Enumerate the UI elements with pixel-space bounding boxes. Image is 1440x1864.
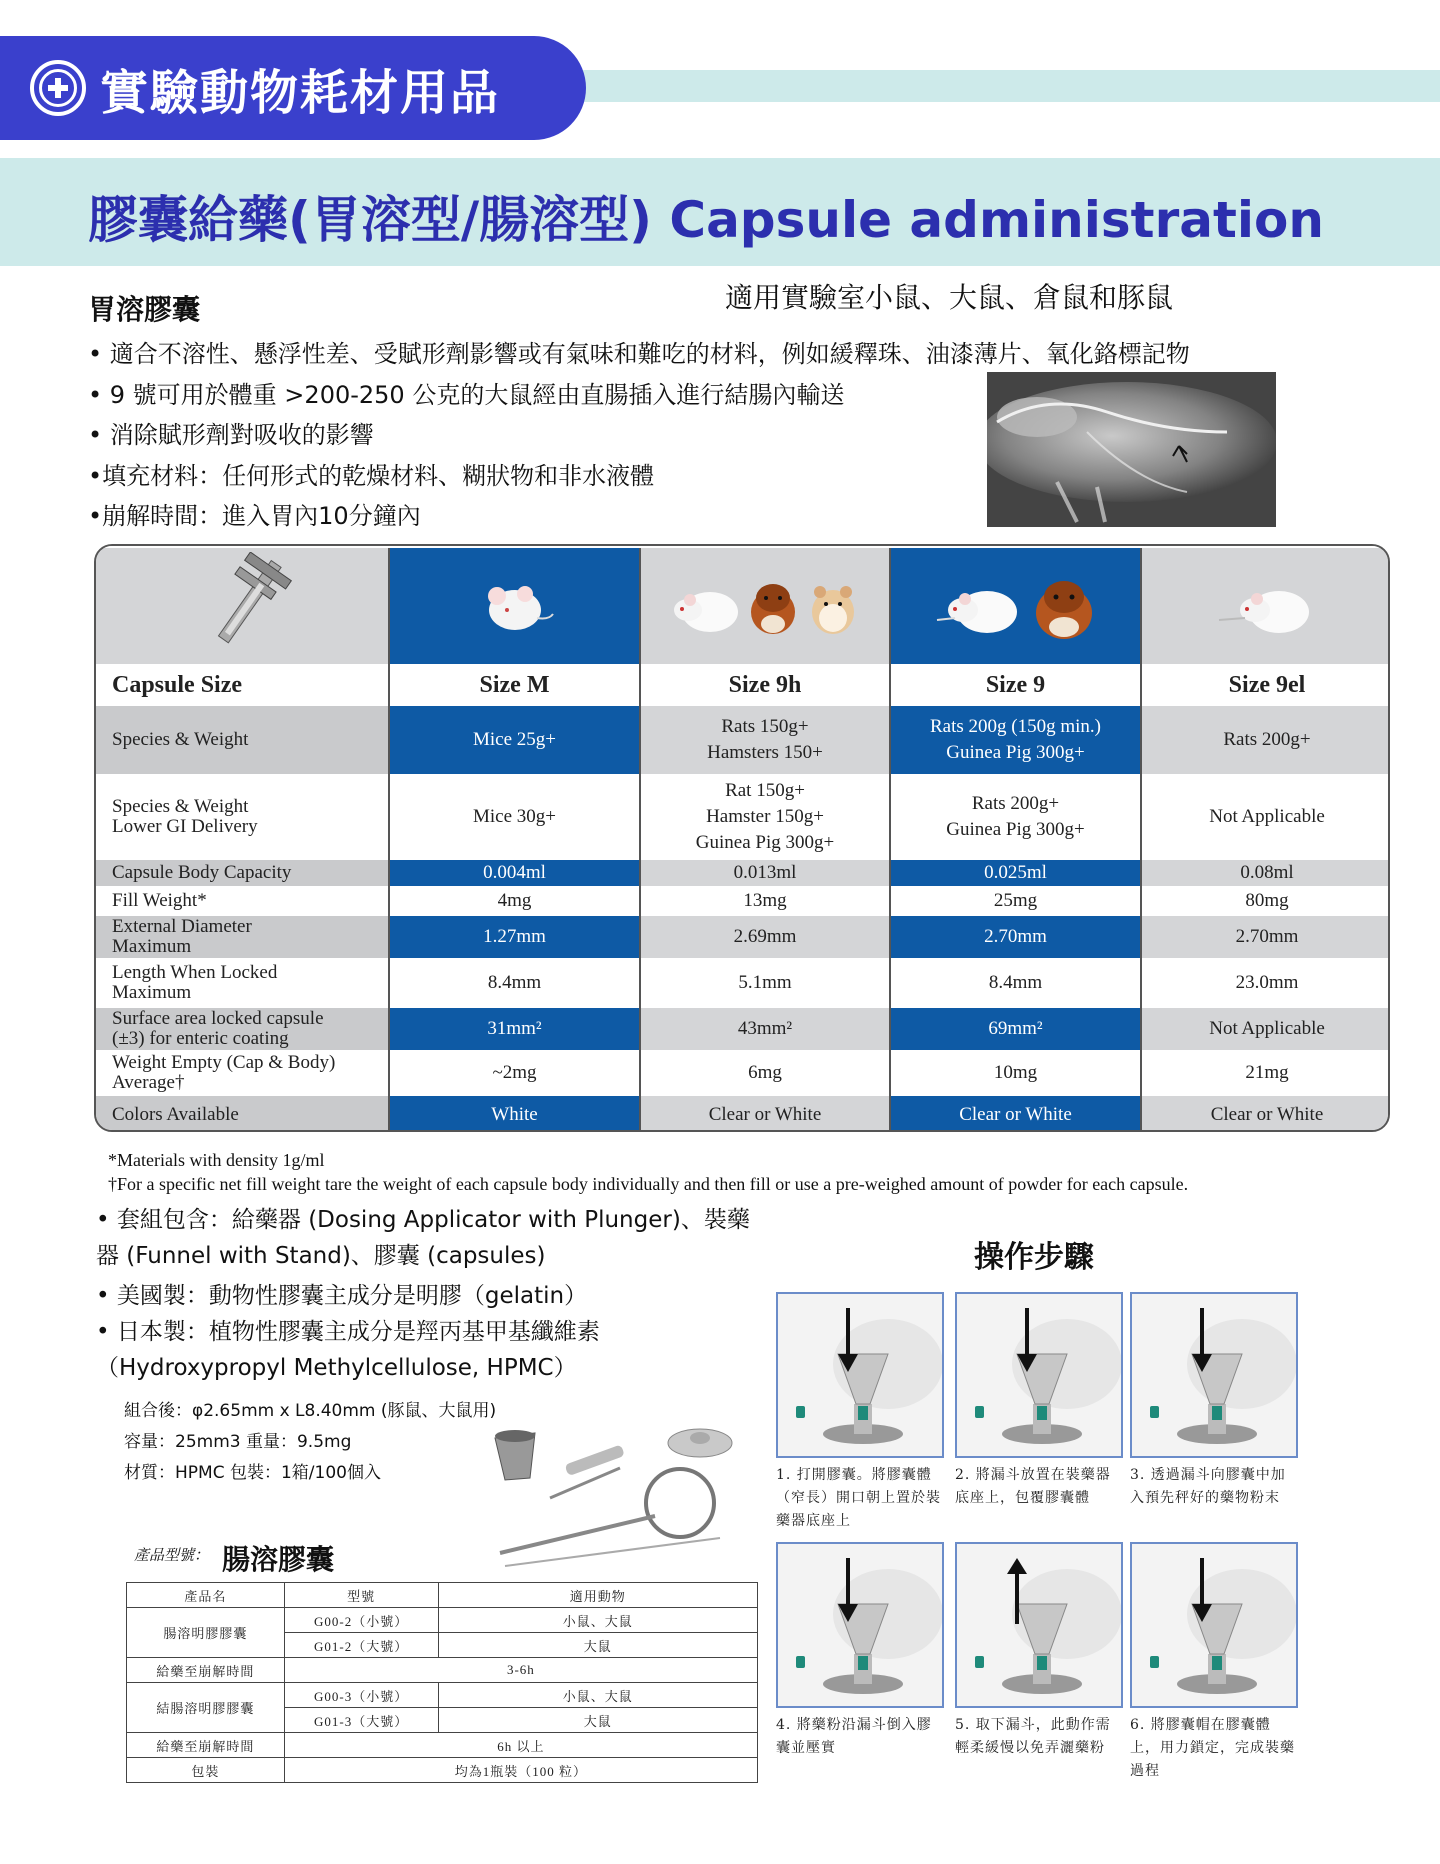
step-image (1130, 1292, 1298, 1458)
mouse-icon (475, 574, 555, 638)
category-pill (0, 36, 586, 140)
table-cell: Rats 200g+ Guinea Pig 300g+ (890, 775, 1141, 859)
step-caption: 6. 將膠囊帽在膠囊體上，用力鎖定，完成裝藥過程 (1130, 1717, 1295, 1779)
row-label-line: Maximum (112, 936, 192, 957)
time-value-cell: 3-6h (284, 1658, 757, 1683)
table-header: 產品名 (127, 1583, 285, 1608)
row-label-line: External Diameter (112, 916, 252, 937)
table-cell: 2.70mm (1141, 915, 1390, 959)
size-header: Size 9el (1141, 665, 1390, 705)
kit-description (96, 1202, 750, 1386)
applies-to-text: 適用實驗室小鼠、大鼠、倉鼠和豚鼠 (725, 281, 1174, 314)
gastric-section-title: 胃溶膠囊 (88, 293, 201, 326)
row-label-line: (±3) for enteric coating (112, 1028, 289, 1049)
row-label-line: Surface area locked capsule (112, 1008, 324, 1029)
animal-cell: 大鼠 (438, 1708, 758, 1733)
table-cell: 0.004ml (389, 859, 640, 887)
rat-icon (935, 574, 1025, 638)
table-cell: Clear or White (1141, 1095, 1390, 1132)
rat-xray-image (987, 372, 1276, 527)
table-cell: 23.0mm (1141, 959, 1390, 1007)
caliper-icon (192, 552, 312, 652)
table-cell: 80mg (1141, 887, 1390, 915)
guinea-pig-icon (1031, 571, 1097, 641)
table-cell: White (389, 1095, 640, 1132)
capsule-size-header: Capsule Size (96, 665, 389, 705)
kit-line: • 套組包含：給藥器 (Dosing Applicator with Plunger)、裝藥 (96, 1207, 750, 1233)
table-cell: 4mg (389, 887, 640, 915)
product-name-cell: 腸溶明膠膠囊 (127, 1608, 285, 1658)
step-image (955, 1542, 1123, 1708)
row-label-line: Average† (112, 1072, 185, 1093)
table-cell: 2.70mm (890, 915, 1141, 959)
kit-line: • 日本製：植物性膠囊主成分是羥丙基甲基纖維素 (96, 1319, 600, 1345)
table-cell: 2.69mm (640, 915, 890, 959)
table-cell: 10mg (890, 1051, 1141, 1095)
table-cell: ~2mg (389, 1051, 640, 1095)
table-cell: Not Applicable (1141, 1007, 1390, 1051)
guinea-pig-icon (746, 574, 800, 638)
row-label (96, 775, 389, 859)
step-image (955, 1292, 1123, 1458)
pack-value-cell: 均為1瓶裝（100 粒） (284, 1758, 757, 1783)
row-label-line: Colors Available (112, 1103, 239, 1125)
enteric-section-title: 腸溶膠囊 (222, 1543, 335, 1576)
table-cell: 31mm² (389, 1007, 640, 1051)
table-cell: 8.4mm (389, 959, 640, 1007)
capsule-size-table (94, 544, 1390, 1132)
row-label-line: Capsule Body Capacity (112, 862, 292, 883)
caliper-cell (96, 547, 389, 665)
time-value-cell: 6h 以上 (284, 1733, 757, 1758)
bullet-item: •崩解時間：進入胃內10分鐘內 (88, 502, 421, 530)
footnote-tare: †For a specific net fill weight tare the weight of each capsule body individually and then fill or use a pre-weighed amount of powder for each capsule. (108, 1174, 1189, 1194)
time-label-cell: 給藥至崩解時間 (127, 1733, 285, 1758)
time-label-cell: 給藥至崩解時間 (127, 1658, 285, 1683)
table-cell: 21mg (1141, 1051, 1390, 1095)
table-cell: Not Applicable (1141, 775, 1390, 859)
row-label (96, 1051, 389, 1095)
model-cell: G00-3（小號） (284, 1683, 438, 1708)
row-label-line: Lower GI Delivery (112, 816, 258, 837)
size-header: Size 9h (640, 665, 890, 705)
table-header: 適用動物 (438, 1583, 758, 1608)
hamster-icon (806, 574, 860, 638)
table-cell: Mice 25g+ (389, 705, 640, 775)
row-label (96, 887, 389, 915)
size-m-animal-image (389, 547, 640, 665)
table-cell: Mice 30g+ (389, 775, 640, 859)
table-cell: 43mm² (640, 1007, 890, 1051)
row-label-line: Species & Weight (112, 796, 249, 817)
table-cell: 0.08ml (1141, 859, 1390, 887)
animal-cell: 小鼠、大鼠 (438, 1608, 758, 1633)
row-label-line: Weight Empty (Cap & Body) (112, 1052, 336, 1073)
category-title: 實驗動物耗材用品 (100, 64, 501, 121)
row-label (96, 859, 389, 887)
rat-icon (1217, 574, 1317, 638)
step-caption: 5. 取下漏斗，此動作需輕柔緩慢以免弄灑藥粉 (955, 1717, 1111, 1756)
spec-line: 材質：HPMC 包裝：1箱/100個入 (124, 1463, 381, 1483)
size-header: Size M (389, 665, 640, 705)
table-cell: 13mg (640, 887, 890, 915)
table-header: 型號 (284, 1583, 438, 1608)
step-caption: 4. 將藥粉沿漏斗倒入膠囊並壓實 (776, 1717, 932, 1756)
product-name-cell: 結腸溶明膠膠囊 (127, 1683, 285, 1733)
spec-line: 組合後：φ2.65mm x L8.40mm (豚鼠、大鼠用) (124, 1401, 497, 1421)
footnote-density: *Materials with density 1g/ml (108, 1150, 325, 1170)
step-image (776, 1292, 944, 1458)
model-cell: G00-2（小號） (284, 1608, 438, 1633)
rat-icon (670, 574, 740, 638)
table-cell: Rats 150g+ Hamsters 150+ (640, 705, 890, 775)
size-9-animal-image (890, 547, 1141, 665)
table-cell: 0.013ml (640, 859, 890, 887)
bullet-item: • 消除賦形劑對吸收的影響 (88, 421, 374, 449)
animal-cell: 小鼠、大鼠 (438, 1683, 758, 1708)
size-9h-animal-image (640, 547, 890, 665)
steps-title: 操作步驟 (974, 1240, 1094, 1275)
dosing-kit-image (490, 1418, 740, 1568)
step-caption: 2. 將漏斗放置在裝藥器底座上，包覆膠囊體 (955, 1467, 1111, 1506)
row-label-line: Maximum (112, 982, 192, 1003)
kit-line: 器 (Funnel with Stand)、膠囊 (capsules) (96, 1243, 546, 1269)
enteric-product-table (126, 1582, 758, 1783)
table-cell: 0.025ml (890, 859, 1141, 887)
table-cell: 1.27mm (389, 915, 640, 959)
product-spec (124, 1396, 496, 1489)
kit-line: • 美國製：動物性膠囊主成分是明膠（gelatin） (96, 1283, 588, 1309)
row-label-line: Species & Weight (112, 729, 249, 750)
step-caption: 3. 透過漏斗向膠囊中加入預先秤好的藥物粉末 (1130, 1467, 1286, 1506)
row-label (96, 705, 389, 775)
table-cell: Rats 200g+ (1141, 705, 1390, 775)
table-cell: 69mm² (890, 1007, 1141, 1051)
row-label (96, 1095, 389, 1132)
kit-line: （Hydroxypropyl Methylcellulose, HPMC） (96, 1355, 577, 1381)
size-header: Size 9 (890, 665, 1141, 705)
size-9el-animal-image (1141, 547, 1390, 665)
table-cell: Rat 150g+ Hamster 150g+ Guinea Pig 300g+ (640, 775, 890, 859)
row-label-line: Length When Locked (112, 962, 278, 983)
row-label (96, 915, 389, 959)
pack-label-cell: 包裝 (127, 1758, 285, 1783)
model-cell: G01-2（大號） (284, 1633, 438, 1658)
model-cell: G01-3（大號） (284, 1708, 438, 1733)
row-label (96, 1007, 389, 1051)
table-cell: Rats 200g (150g min.) Guinea Pig 300g+ (890, 705, 1141, 775)
table-cell: Clear or White (640, 1095, 890, 1132)
bullet-item: • 9 號可用於體重 >200-250 公克的大鼠經由直腸插入進行結腸內輸送 (88, 380, 845, 409)
spec-line: 容量：25mm3 重量：9.5mg (124, 1432, 352, 1452)
page-title: 膠囊給藥(胃溶型/腸溶型) Capsule administration (88, 191, 1324, 249)
table-cell: Clear or White (890, 1095, 1141, 1132)
animal-cell: 大鼠 (438, 1633, 758, 1658)
step-caption: 1. 打開膠囊。將膠囊體（窄長）開口朝上置於裝藥器底座上 (776, 1467, 941, 1529)
product-model-label: 產品型號： (134, 1548, 210, 1564)
table-cell: 6mg (640, 1051, 890, 1095)
table-cell: 25mg (890, 887, 1141, 915)
table-cell: 5.1mm (640, 959, 890, 1007)
step-image (1130, 1542, 1298, 1708)
step-image (776, 1542, 944, 1708)
row-label-line: Fill Weight* (112, 890, 207, 911)
medical-plus-icon (30, 60, 86, 116)
bullet-item: •填充材料：任何形式的乾燥材料、糊狀物和非水液體 (88, 461, 655, 490)
row-label (96, 959, 389, 1007)
table-cell: 8.4mm (890, 959, 1141, 1007)
bullet-item: • 適合不溶性、懸浮性差、受賦形劑影響或有氣味和難吃的材料，例如緩釋珠、油漆薄片、氧化鉻標記物 (88, 340, 1190, 368)
